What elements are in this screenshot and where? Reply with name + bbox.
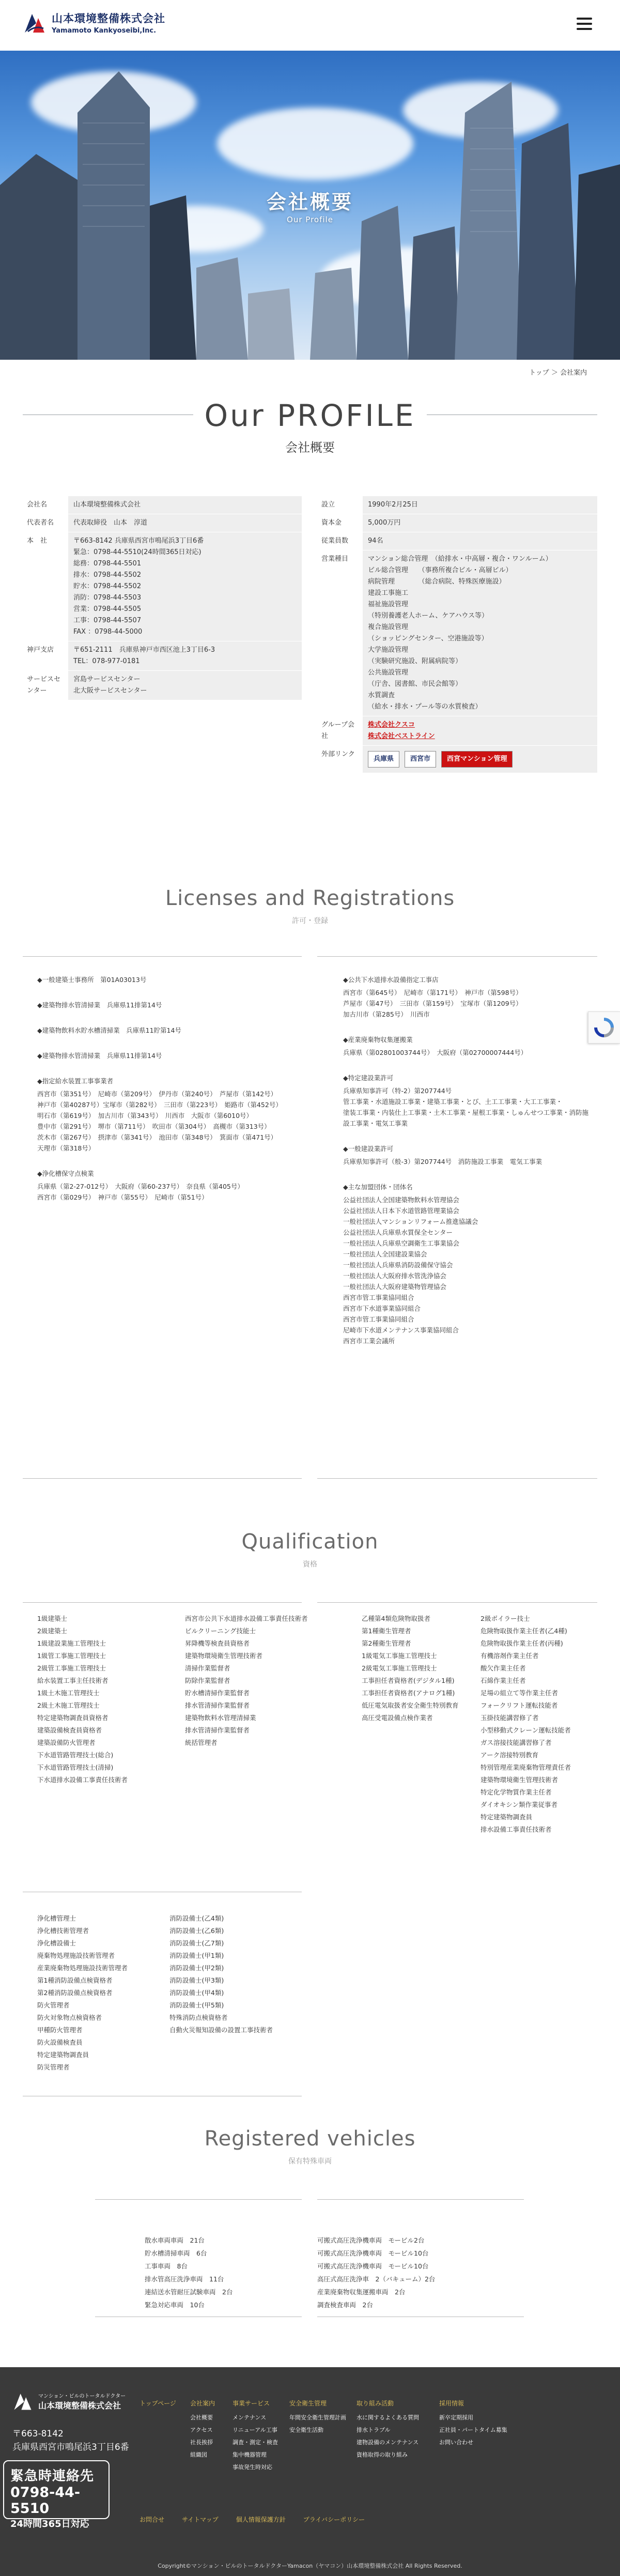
qualification-item: 低圧電気取扱者安全衛生特別教育 (362, 1701, 459, 1709)
profile-value (68, 514, 302, 532)
external-link-banner[interactable]: 西宮市 (405, 751, 436, 768)
footer-menu-heading[interactable]: 安全衛生管理 (289, 2400, 327, 2407)
footer-copyright: Copyright©マンション・ビルのトータルドクターYamacon（ヤマコン）山本環境整備株式会社 All Rights Reserved. (158, 2563, 462, 2569)
vehicle-item: 工事車両 8台 (145, 2262, 188, 2270)
footer-link[interactable]: プライバシーポリシー (303, 2516, 365, 2523)
qualification-item: 消防設備士(乙4類) (169, 1914, 224, 1922)
qualification-item: 防火対象物点検資格者 (37, 2014, 102, 2021)
profile-heading-en: Our PROFILE (204, 398, 416, 433)
qualification-item: 2級建築士 (37, 1627, 67, 1635)
breadcrumb (529, 367, 587, 377)
license-block (37, 1000, 306, 1010)
profile-value-line: 病院管理 （総合病院、特殊医療施設） (368, 578, 506, 586)
profile-value (363, 496, 597, 514)
group-company-link[interactable]: 株式会社クスコ (368, 721, 415, 729)
qualification-item: 1級建築士 (37, 1615, 67, 1622)
profile-value-line: 山本環境整備株式会社 (73, 501, 141, 509)
hero-banner (0, 51, 620, 360)
license-line: 加古川市（第285号） 川西市 (343, 1010, 430, 1018)
qualification-item: 自動火災報知設備の設置工事技術者 (169, 2026, 273, 2034)
breadcrumb-current: 会社案内 (560, 369, 587, 377)
vehicle-item: 調査検査車両 2台 (317, 2301, 373, 2309)
profile-value-line: 工事：0798-44-5507 (73, 617, 142, 624)
footer-company-name: 山本環境整備株式会社 (38, 2401, 121, 2411)
profile-table-right (317, 496, 597, 773)
qualification-item: 統括管理者 (185, 1739, 218, 1746)
profile-value-line: 貯水：0798-44-5502 (73, 582, 142, 590)
qualification-item: 乙種第4類危険物取扱者 (362, 1615, 430, 1622)
qualification-item: 危険物取扱作業主任者(丙種) (481, 1639, 563, 1647)
license-line: 西宮市（第645号） 尼崎市（第171号） 神戸市（第598号） (343, 989, 522, 996)
vehicles-left-column (145, 2234, 300, 2311)
vehicles-heading (0, 2127, 620, 2166)
license-line: 一般社団法人大阪府排水管洗浄協会 (343, 1272, 447, 1280)
qualification-item: 工事担任者資格者(デジタル1種) (362, 1677, 455, 1684)
profile-value-line: 複合施設管理 (368, 623, 409, 631)
footer-menu-item[interactable]: メンテナンス (233, 2414, 267, 2421)
qualification-item: 建築物環境衛生管理技術者 (185, 1652, 263, 1660)
profile-heading (0, 398, 620, 455)
footer-menu-item[interactable]: 会社概要 (190, 2414, 213, 2421)
profile-key: サービスセンター (23, 671, 68, 700)
profile-key: 従業員数 (317, 532, 363, 550)
qualification-item: 建築設備検査員資格者 (37, 1726, 102, 1734)
footer-menu-item[interactable]: 水に関するよくある質問 (357, 2414, 419, 2421)
license-line: 一般社団法人兵庫県消防設備保守協会 (343, 1261, 453, 1269)
qualification-item: 2級管工事施工管理技士 (37, 1664, 106, 1672)
license-block (343, 1182, 591, 1346)
profile-value-line: 排水：0798-44-5502 (73, 571, 142, 579)
licenses-title-ja: 許可・登録 (292, 917, 328, 925)
company-logo[interactable] (23, 10, 165, 35)
license-line: 公益社団法人全国建築物飲料水管理協会 (343, 1196, 460, 1204)
profile-value (68, 496, 302, 514)
qualification-item: ガス溶接技能講習修了者 (481, 1739, 552, 1746)
qualification-item: 浄化槽設備士 (37, 1939, 76, 1947)
hamburger-menu-icon[interactable] (577, 18, 592, 31)
profile-key: 設立 (317, 496, 363, 514)
footer-menu-column (289, 2397, 346, 2436)
profile-value-line: 宮島サービスセンター (73, 676, 141, 683)
footer-menu-item[interactable]: アクセス (190, 2427, 213, 2433)
qualification-item: 消防設備士(甲1類) (169, 1952, 224, 1959)
qualification-item: 消防設備士(甲4類) (169, 1989, 224, 1997)
profile-value-line: 緊急：0798-44-5510(24時間365日対応) (73, 548, 202, 556)
licenses-left-column (37, 974, 306, 1217)
breadcrumb-separator: ＞ (551, 369, 558, 377)
company-name-ja: 山本環境整備株式会社 (52, 12, 165, 25)
license-line: 一般社団法人全国建設業協会 (343, 1250, 427, 1258)
profile-value (68, 532, 302, 641)
profile-row (317, 514, 597, 532)
footer-menu-item[interactable]: 事故発生時対応 (233, 2464, 272, 2471)
license-heading: ◆一般建設業許可 (343, 1145, 394, 1153)
license-block (343, 1143, 591, 1167)
qualification-item: 排水設備工事責任技術者 (481, 1826, 552, 1833)
license-line: 豊中市（第291号） 堺市（第711号） 吹田市（第304号） 高槻市（第313号） (37, 1123, 271, 1130)
footer-menu-item[interactable]: 排水トラブル (357, 2427, 391, 2433)
qualification-item: 小型移動式クレーン運転技能者 (481, 1726, 571, 1734)
qualification-item: 特定化学物質作業主任者 (481, 1788, 552, 1796)
qualification-item: 甲種防火管理者 (37, 2026, 83, 2034)
profile-value-line: TEL：078-977-0181 (73, 657, 140, 665)
footer-menu-item[interactable]: 安全衛生活動 (289, 2427, 323, 2433)
license-block (343, 1034, 591, 1058)
footer-menu-heading[interactable]: 取り組み活動 (357, 2400, 394, 2407)
footer-menu-item[interactable]: 新卒定期採用 (439, 2414, 473, 2421)
profile-value-line: （特別養護老人ホーム、ケアハウス等） (368, 612, 488, 620)
profile-value (363, 716, 597, 745)
license-heading: ◆浄化槽保守点検業 (37, 1170, 94, 1177)
qualification-item: 危険物取扱作業主任者(乙4種) (481, 1627, 567, 1635)
licenses-heading (0, 886, 620, 926)
license-heading: ◆産業廃棄物収集運搬業 (343, 1036, 413, 1044)
qualification-item: 1級管工事施工管理技士 (37, 1652, 106, 1660)
group-company-link[interactable]: 株式会社ベストライン (368, 732, 435, 740)
recaptcha-badge-icon[interactable] (588, 1011, 620, 1044)
footer-links (140, 2515, 382, 2524)
license-block (343, 974, 591, 1020)
footer-menu-item[interactable]: 社長挨拶 (190, 2439, 213, 2446)
profile-value (363, 550, 597, 716)
footer-menu-column (233, 2397, 278, 2474)
footer-menu-column (140, 2397, 176, 2412)
qualification-item: 第2種衛生管理者 (362, 1639, 411, 1647)
vehicle-item: 緊急対応車両 10台 (145, 2301, 205, 2309)
license-heading: ◆建築物排水管清掃業 兵庫県11排第14号 (37, 1052, 162, 1060)
footer-menu-item[interactable]: お問い合わせ (439, 2439, 473, 2446)
qualification-item: 消防設備士(甲2類) (169, 1964, 224, 1972)
licenses-title-en: Licenses and Registrations (165, 886, 455, 910)
qualification-item: 玉掛技能講習修了者 (481, 1714, 539, 1722)
company-name-en: Yamamoto Kankyoseibi,Inc. (52, 27, 157, 35)
license-line: 一般社団法人兵庫県空調衛生工事業協会 (343, 1239, 460, 1247)
external-link-banner[interactable]: 西宮マンション管理 (441, 751, 513, 768)
footer-zip: 〒663-8142 (12, 2429, 64, 2439)
qualification-column-2 (185, 1613, 319, 1749)
profile-row (317, 550, 597, 716)
profile-value (363, 746, 597, 773)
qualification-item: 酸欠作業主任者 (481, 1664, 526, 1672)
profile-value-line: （ショッピングセンター、空港施設等） (368, 635, 488, 642)
footer-street: 兵庫県西宮市鳴尾浜3丁目6番 (12, 2442, 129, 2452)
license-line: 西宮市（第029号） 神戸市（第55号） 尼崎市（第51号） (37, 1193, 208, 1201)
profile-value-line: FAX ：0798-44-5000 (73, 628, 143, 636)
qualification-item: 特殊消防点検資格者 (169, 2014, 228, 2021)
profile-value (363, 532, 597, 550)
qualification-item: 消防設備士(乙6類) (169, 1927, 224, 1935)
license-line: 兵庫県知事許可（般-3）第207744号 消防施設工事業 電気工事業 (343, 1158, 542, 1166)
qualification-item: 清掃作業監督者 (185, 1664, 230, 1672)
profile-row (23, 514, 302, 532)
license-heading: ◆指定給水装置工事事業者 (37, 1077, 114, 1085)
footer-menu-item[interactable]: 組織図 (190, 2451, 207, 2458)
profile-value (68, 641, 302, 670)
qualification-item: 2級電気工事施工管理技士 (362, 1664, 437, 1672)
qualification-item: 2級土木施工管理技士 (37, 1701, 100, 1709)
profile-value (363, 514, 597, 532)
license-line: 一般社団法人大阪府建築物管理協会 (343, 1283, 447, 1291)
license-heading: ◆一般建築士事務所 第01A03013号 (37, 976, 147, 984)
license-line: 明石市（第619号） 加古川市（第343号） 川西市 大阪市（第6010号） (37, 1112, 253, 1120)
qualification-column-1 (37, 1613, 172, 1786)
qualification-item: 消防設備士(甲5類) (169, 2001, 224, 2009)
vehicle-item: 可搬式高圧洗浄機車両 モービル10台 (317, 2249, 429, 2257)
profile-value-line: ビル総合管理 （事務所複合ビル・高層ビル） (368, 566, 513, 574)
profile-row (23, 532, 302, 641)
profile-row (317, 716, 597, 746)
breadcrumb-home-link[interactable]: トップ (529, 369, 549, 377)
external-link-banner[interactable]: 兵庫県 (368, 751, 399, 768)
logo-mark-icon (23, 11, 47, 35)
qualification-item: 特別管理産業廃棄物管理責任者 (481, 1764, 571, 1771)
license-line: 西宮市管工事業協同組合 (343, 1294, 414, 1301)
license-heading: ◆公共下水道排水設備指定工事店 (343, 976, 439, 984)
license-line: 兵庫県（第2-27-012号） 大阪府（第60-237号） 奈良県（第405号） (37, 1183, 244, 1190)
qualification-item: 廃棄物処理施設技術管理者 (37, 1952, 115, 1959)
profile-row (23, 496, 302, 514)
licenses-right-column (343, 974, 591, 1361)
qualification-column-3 (362, 1613, 475, 1724)
qualification-item: 西宮市公共下水道排水設備工事責任技術者 (185, 1615, 308, 1622)
license-heading: ◆建築物飲料水貯水槽清掃業 兵庫県11貯第14号 (37, 1026, 181, 1034)
vehicle-item: 散水車両車両 21台 (145, 2236, 205, 2244)
qualification-item: ビルクリーニング技能士 (185, 1627, 256, 1635)
site-header (0, 0, 620, 51)
license-line: 天理市（第318号） (37, 1144, 95, 1152)
vehicles-title-ja: 保有特殊車両 (288, 2157, 332, 2166)
license-block (37, 1168, 306, 1203)
profile-value (68, 671, 302, 700)
license-line: 公益社団法人兵庫県水質保全センター (343, 1229, 453, 1236)
footer-tagline: マンション・ビルのトータルドクター (38, 2394, 126, 2399)
qualification-item: 石綿作業主任者 (481, 1677, 526, 1684)
vehicle-item: 可搬式高圧洗浄機車両 モービル10台 (317, 2262, 429, 2270)
profile-value-line: 建設工事施工 (368, 589, 409, 597)
profile-row (317, 496, 597, 514)
qualification-item: 1級建設業施工管理技士 (37, 1639, 106, 1647)
emergency-tel[interactable]: 0798-44-5510 (10, 2485, 81, 2517)
profile-value-line: 消防：0798-44-5503 (73, 594, 142, 602)
profile-row (317, 532, 597, 550)
qualification-item: 浄化槽技術管理者 (37, 1927, 89, 1935)
footer-menu-heading[interactable]: 会社案内 (190, 2400, 215, 2407)
license-line: 芦屋市（第47号） 三田市（第159号） 宝塚市（第1209号） (343, 1000, 522, 1007)
license-heading: ◆特定建設業許可 (343, 1074, 394, 1082)
qualification-item: 消防設備士(乙7類) (169, 1939, 224, 1947)
qualification-item: 2級ボイラー技士 (481, 1615, 530, 1622)
qualification-item: 特定建築物調査員資格者 (37, 1714, 109, 1722)
profile-value-line: （実験研究施設、附属病院等） (368, 657, 462, 665)
profile-key: 会社名 (23, 496, 68, 514)
footer-link[interactable]: お問合せ (140, 2516, 165, 2523)
qualification-item: 防除作業監督者 (185, 1677, 230, 1684)
qualification-item: 特定建築物調査員 (37, 2051, 89, 2059)
qualification-item: 貯水槽清掃作業監督者 (185, 1689, 250, 1697)
profile-key: 神戸支店 (23, 641, 68, 670)
license-line: 西宮市工業会議所 (343, 1337, 395, 1345)
profile-value-line: 代表取締役 山本 淳道 (73, 519, 148, 527)
footer-menu-item[interactable]: リニューアル工事 (233, 2427, 277, 2433)
footer-menu-item[interactable]: 建物設備のメンテナンス (357, 2439, 419, 2446)
profile-key: グループ会社 (317, 716, 363, 745)
license-line: 管工事業・水道施設工事業・建築工事業・とび、土工工事業・大工工事業・ (343, 1098, 563, 1106)
qualification-item: ダイオキシン類作業従事者 (481, 1801, 557, 1808)
qualification-column-5 (37, 1912, 172, 2074)
license-block (37, 1025, 306, 1036)
qualification-item: 1級電気工事施工管理技士 (362, 1652, 437, 1660)
qualification-item: 産業廃棄物処理施設技術管理者 (37, 1964, 128, 1972)
profile-key: 資本金 (317, 514, 363, 532)
qualification-item: 建築設備防火管理者 (37, 1739, 96, 1746)
license-line: 一般社団法人マンションリフォーム推進協議会 (343, 1218, 478, 1225)
license-line: 西宮市（第351号） 尼崎市（第209号） 伊丹市（第240号） 芦屋市（第142号） (37, 1090, 277, 1098)
profile-value-line: 総務：0798-44-5501 (73, 560, 142, 568)
qualification-item: 建築物環境衛生管理技術者 (481, 1776, 559, 1784)
footer-link[interactable]: 個人情報保護方針 (236, 2516, 286, 2523)
qualification-heading (0, 1530, 620, 1569)
profile-value-line: マンション総合管理 （給排水・中高層・複合・ワンルーム） (368, 555, 552, 563)
vehicle-item: 可搬式高圧洗浄機車両 モービル2台 (317, 2236, 425, 2244)
license-line: 兵庫県知事許可（特-2）第207744号 (343, 1087, 452, 1095)
footer-menu-item[interactable]: 調査・測定・検査 (233, 2439, 278, 2446)
profile-heading-ja: 会社概要 (285, 440, 335, 455)
profile-value-line: 営業：0798-44-5505 (73, 605, 142, 613)
footer-menu-item[interactable]: 年間安全衛生管理計画 (289, 2414, 346, 2421)
qualification-item: 第2種消防設備点検資格者 (37, 1989, 113, 1997)
profile-row (23, 641, 302, 671)
profile-value-line: 公共施設管理 (368, 669, 409, 677)
qualification-item: 第1種消防設備点検資格者 (37, 1976, 113, 1984)
site-footer (0, 2367, 620, 2576)
vehicle-item: 連結送水管耐圧試験車両 2台 (145, 2288, 233, 2296)
profile-key: 営業種目 (317, 550, 363, 716)
emergency-contact-box[interactable] (3, 2460, 110, 2529)
qualification-item: 排水管清掃作業監督者 (185, 1726, 250, 1734)
qualification-item: 防火管理者 (37, 2001, 70, 2009)
profile-key: 本 社 (23, 532, 68, 641)
license-block (343, 1072, 591, 1129)
license-line: 公益社団法人日本下水道管路管理業協会 (343, 1207, 460, 1215)
profile-value-line: （庁舎、図書館、市民会館等） (368, 680, 462, 688)
qualification-item: 浄化槽管理士 (37, 1914, 76, 1922)
footer-menu-heading[interactable]: 採用情報 (439, 2400, 464, 2407)
qualification-item: 下水道管路管理技士(清掃) (37, 1764, 114, 1771)
profile-value-line: 水質調査 (368, 692, 395, 699)
profile-key: 外部リンク (317, 746, 363, 773)
vehicles-right-column (317, 2234, 524, 2311)
license-block (37, 974, 306, 985)
profile-value-line: 〒663-8142 兵庫県西宮市鳴尾浜3丁目6番 (73, 537, 204, 545)
vehicle-item: 高圧式高圧洗浄車 2（バキューム）2台 (317, 2275, 436, 2283)
footer-address (12, 2427, 129, 2454)
profile-key: 代表者名 (23, 514, 68, 532)
qualification-item: 排水管清掃作業監督者 (185, 1701, 250, 1709)
footer-menu-item[interactable]: 集中機器管理 (233, 2451, 267, 2458)
qualification-item: 1級土木施工管理技士 (37, 1689, 100, 1697)
qualification-item: 下水道管路管理技士(総合) (37, 1751, 114, 1759)
qualification-column-4 (481, 1613, 605, 1836)
qualification-item: フォークリフト運転技能者 (481, 1701, 558, 1709)
license-block (37, 1050, 306, 1061)
qualification-item: 消防設備士(甲3類) (169, 1976, 224, 1984)
license-line: 兵庫県（第02801003744号） 大阪府（第02700007444号） (343, 1049, 528, 1056)
profile-value-line: 1990年2月25日 (368, 501, 418, 509)
qualification-item: 第1種衛生管理者 (362, 1627, 411, 1635)
emergency-label: 緊急時連絡先 (10, 2468, 95, 2484)
qualification-item: 防火設備検査員 (37, 2038, 83, 2046)
qualification-item: 高圧受電設備点検作業者 (362, 1714, 433, 1722)
qualification-item: 工事担任者資格者(アナログ1種) (362, 1689, 455, 1697)
profile-table-left (23, 496, 302, 700)
qualification-item: 特定建築物調査員 (481, 1813, 533, 1821)
profile-value-line: 福祉施設管理 (368, 601, 409, 608)
footer-menu-column (439, 2397, 507, 2449)
footer-logo[interactable] (12, 2391, 126, 2412)
license-line: 西宮市下水道事業協同組合 (343, 1305, 421, 1312)
hero-title: 会社概要 (266, 191, 353, 213)
qualification-item: 防災管理者 (37, 2063, 70, 2071)
profile-value-line: 94名 (368, 537, 383, 545)
license-line: 茨木市（第267号） 摂津市（第341号） 池田市（第348号） 箕面市（第471号） (37, 1133, 277, 1141)
footer-menu-item[interactable]: 資格取得の取り組み (357, 2451, 408, 2458)
profile-value-line: 5,000万円 (368, 519, 401, 527)
qualification-item: 足場の組立て等作業主任者 (481, 1689, 559, 1697)
emergency-hours: 24時間365日対応 (10, 2519, 89, 2529)
qualification-item: 有機溶剤作業主任者 (481, 1652, 539, 1660)
profile-value-line: 大学施設管理 (368, 646, 409, 654)
license-heading: ◆建築物排水管清掃業 兵庫県11排第14号 (37, 1001, 162, 1009)
license-heading: ◆主な加盟団体・団体名 (343, 1183, 413, 1191)
license-block (37, 1076, 306, 1154)
profile-row (23, 671, 302, 700)
qualification-item: 給水装置工事主任技術者 (37, 1677, 109, 1684)
qualification-item: 建築物飲料水管理清掃業 (185, 1714, 256, 1722)
footer-menu-column (357, 2397, 419, 2461)
vehicle-item: 貯水槽清掃車両 6台 (145, 2249, 207, 2257)
vehicle-item: 排水管高圧洗浄車両 11台 (145, 2275, 224, 2283)
license-line: 尼崎市下水道メンテナンス事業協同組合 (343, 1326, 459, 1334)
profile-value-line: 北大阪サービスセンター (73, 687, 147, 695)
vehicles-title-en: Registered vehicles (204, 2127, 416, 2151)
footer-menu-item[interactable]: 正社員・パートタイム募集 (439, 2427, 507, 2433)
license-line: 西宮市管工事業協同組合 (343, 1315, 414, 1323)
qualification-item: アーク溶接特別教育 (481, 1751, 539, 1759)
footer-link[interactable]: サイトマップ (182, 2516, 219, 2523)
qualification-item: 昇降機等検査員資格者 (185, 1639, 250, 1647)
footer-menu-column (190, 2397, 215, 2461)
footer-logo-mark-icon (12, 2391, 33, 2412)
vehicle-item: 産業廃棄物収集運搬車両 2台 (317, 2288, 406, 2296)
qualification-title-en: Qualification (241, 1530, 379, 1554)
qualification-column-6 (169, 1912, 304, 2036)
profile-value-line: 〒651-2111 兵庫県神戸市西区池上3丁目6-3 (73, 646, 215, 654)
hero-subtitle: Our Profile (287, 215, 333, 224)
qualification-title-ja: 資格 (303, 1560, 317, 1569)
footer-menu-heading[interactable]: 事業サービス (233, 2400, 270, 2407)
footer-menu-heading[interactable]: トップページ (140, 2400, 176, 2407)
license-line: 神戸市（第40287号）宝塚市（第282号） 三田市（第223号） 姫路市（第452号） (37, 1101, 282, 1109)
qualification-item: 下水道排水設備工事責任技術者 (37, 1776, 128, 1784)
profile-row (317, 746, 597, 773)
profile-value-line: （給水・排水・プール等の水質検査） (368, 703, 482, 711)
license-line: 塗装工事業・内装仕上工事業・土木工事業・屋根工事業・しゅんせつ工事業・消防施設工事業・電気工事業 (343, 1109, 589, 1127)
